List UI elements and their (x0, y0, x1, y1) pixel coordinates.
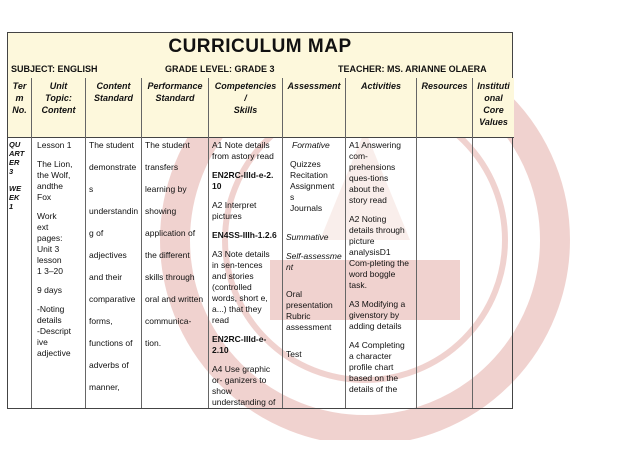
header-unit: Unit Topic: Content (32, 78, 85, 138)
content-line: adjectives (89, 250, 127, 260)
column-performance-standard (142, 78, 209, 408)
content-line: functions of (89, 338, 133, 348)
content-line: manner, (89, 382, 120, 392)
content-line: demonstrate (89, 162, 137, 172)
column-term (8, 78, 32, 408)
performance-line: showing (145, 206, 177, 216)
activity-a4: A4 Completing a character profile chart based on the details of the (349, 340, 405, 394)
info-row (8, 61, 512, 79)
unit-days: 9 days (37, 285, 63, 295)
column-institutional-core-values (473, 78, 514, 408)
subject-label: SUBJECT: ENGLISH (11, 64, 98, 74)
competency-a2: A2 Interpret pictures (212, 200, 257, 221)
assessment-test: Test (286, 349, 302, 359)
activity-a3: A3 Modifying a givenstory by adding details (349, 299, 406, 331)
performance-line: learning by (145, 184, 187, 194)
unit-work: Work ext pages: Unit 3 lesson 1 3–20 (37, 211, 63, 276)
performance-line: tion. (145, 338, 162, 348)
header-content: Content Standard (86, 78, 141, 138)
unit-lesson: Lesson 1 (37, 140, 72, 150)
performance-line: application of (145, 228, 196, 238)
performance-line: oral and written (145, 294, 204, 304)
unit-noting: -Noting details (37, 304, 65, 325)
competency-a4: A4 Use graphic or- ganizers to show understanding of (212, 364, 276, 407)
competency-code-2: EN4SS-IIIh-1.2.6 (212, 230, 277, 240)
header-competencies: Competencies / Skills (209, 78, 282, 138)
column-competencies (209, 78, 283, 408)
table-grid (8, 78, 514, 408)
header-institutional: Instituti onal Core Values (473, 78, 514, 138)
term-week: WE EK 1 (9, 184, 22, 211)
column-resources (417, 78, 473, 408)
assessment-list: Quizzes Recitation Assignment s Journals (290, 159, 335, 213)
column-unit (32, 78, 86, 408)
header-term: Ter m No. (8, 78, 31, 138)
content-line: g of (89, 228, 104, 238)
unit-describe: -Descript ive adjective (37, 326, 72, 358)
content-line: s (89, 184, 94, 194)
assessment-self: Self-assessme nt (286, 251, 342, 272)
content-line: adverbs of (89, 360, 129, 370)
curriculum-map-table (7, 32, 513, 409)
assessment-oral: Oral presentation Rubric assessment (286, 289, 333, 332)
unit-story: The Lion, the Wolf, andthe Fox (37, 159, 73, 202)
grade-label: GRADE LEVEL: GRADE 3 (165, 64, 275, 74)
header-performance: Performance Standard (142, 78, 208, 138)
competency-a1: A1 Note details from astory read (212, 140, 274, 161)
content-line: forms, (89, 316, 113, 326)
competency-a3: A3 Note details in sen-tences and stories (controlled words, short e, a...) that they read (212, 249, 270, 325)
column-content-standard (86, 78, 142, 408)
column-activities (346, 78, 417, 408)
competency-code-3: EN2RC-IIId-e- 2.10 (212, 334, 267, 355)
column-assessment (283, 78, 346, 408)
activity-a2: A2 Noting details through picture analysisD1 Com-pleting the word boggle task. (349, 214, 410, 290)
performance-line: transfers (145, 162, 179, 172)
performance-line: skills through (145, 272, 195, 282)
header-activities: Activities (346, 78, 416, 138)
competency-code-1: EN2RC-IIId-e-2. 10 (212, 170, 274, 191)
content-line: understandin (89, 206, 139, 216)
performance-line: communica- (145, 316, 192, 326)
page-title: CURRICULUM MAP (8, 33, 512, 62)
teacher-label: TEACHER: MS. ARIANNE OLAERA (338, 64, 487, 74)
assessment-formative: Formative (292, 140, 330, 150)
activity-a1: A1 Answering com- prehensions ques-tions about the story read (349, 140, 401, 205)
header-assessment: Assessment (283, 78, 345, 138)
content-line: comparative (89, 294, 136, 304)
assessment-summative: Summative (286, 232, 329, 242)
performance-line: The student (145, 140, 190, 150)
content-line: The student (89, 140, 134, 150)
content-line: and their (89, 272, 123, 282)
performance-line: the different (145, 250, 190, 260)
header-resources: Resources (417, 78, 472, 138)
term-quarter: QU ART ER 3 (9, 140, 25, 176)
